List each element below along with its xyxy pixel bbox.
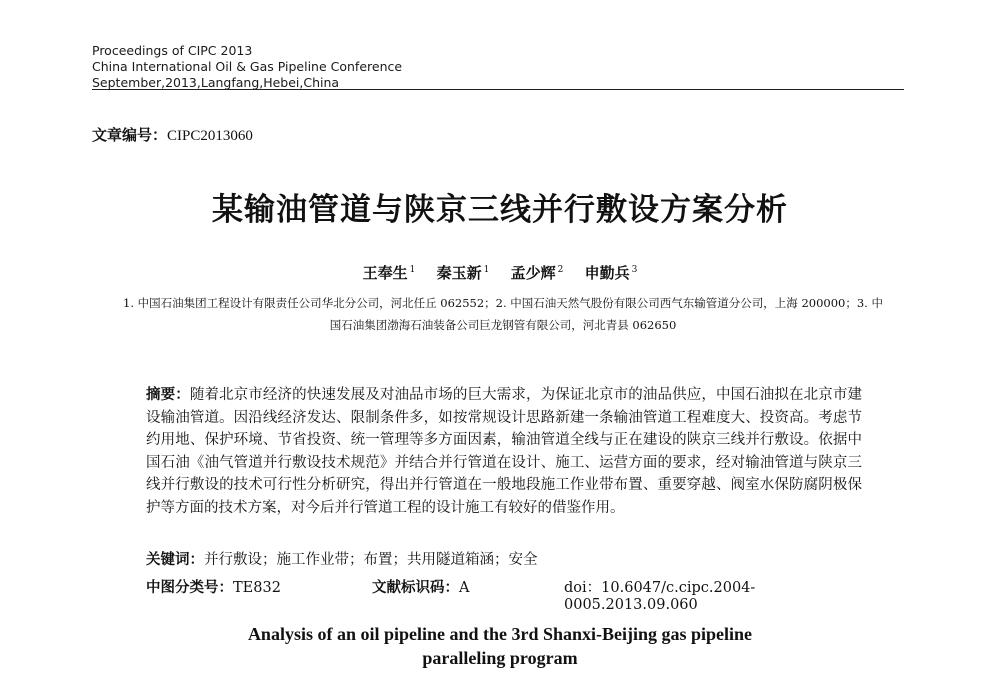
author-list bbox=[0, 262, 1000, 283]
author bbox=[511, 264, 564, 282]
author-name: 王奉生 bbox=[362, 264, 408, 282]
author bbox=[363, 264, 416, 282]
author-name: 孟少辉 bbox=[510, 264, 556, 282]
conference-header bbox=[92, 43, 402, 91]
header-line-conference: China International Oil & Gas Pipeline Conference bbox=[92, 59, 403, 74]
affiliations: 1. 中国石油集团工程设计有限责任公司华北分公司，河北任丘 062552；2. 中国石油天然气股份有限公司西气东输管道分公司，上海 200000；3. 中国石油集团渤海石油装备公司巨龙钢管有限公司，河北青县 062650 bbox=[123, 296, 883, 332]
keywords-text: 并行敷设；施工作业带；布置；共用隧道箱涵；安全 bbox=[204, 552, 538, 568]
english-title-line-2: paralleling program bbox=[422, 648, 578, 668]
paper-title: 某输油管道与陕京三线并行敷设方案分析 bbox=[212, 192, 788, 228]
doi bbox=[564, 576, 862, 613]
article-number-label: 文章编号： bbox=[92, 126, 168, 144]
english-title-line-1: Analysis of an oil pipeline and the 3rd Shanxi-Beijing gas pipeline bbox=[247, 624, 753, 644]
author bbox=[585, 264, 638, 282]
doi-value: 10.6047/c.cipc.2004-0005.2013.09.060 bbox=[564, 580, 756, 613]
author-affiliation-mark: 3 bbox=[631, 265, 638, 275]
classification-row bbox=[146, 576, 862, 613]
keywords-label: 关键词： bbox=[146, 551, 204, 568]
header-line-proceedings: Proceedings of CIPC 2013 bbox=[92, 43, 253, 58]
author-affiliation-mark: 2 bbox=[557, 265, 564, 275]
header-rule bbox=[92, 89, 904, 90]
author bbox=[437, 264, 490, 282]
doi-label: doi： bbox=[564, 580, 602, 596]
document-code bbox=[372, 576, 469, 597]
abstract bbox=[146, 384, 862, 519]
abstract-text: 随着北京市经济的快速发展及对油品市场的巨大需求，为保证北京市的油品供应，中国石油拟在北京市建设输油管道。因沿线经济发达、限制条件多，如按常规设计思路新建一条输油管道工程难度大、投资高。考虑节约用地、保护环境、节省投资、统一管理等多方面因素，输油管道全线与正在建设的陕京三线并行敷设。依据中国石油《油气管道并行敷设技术规范》并结合并行管道在设计、施工、运营方面的要求，经对输油管道与陕京三线并行敷设的技术可行性分析研究，得出并行管道在一般地段施工作业带布置、重要穿越、阀室水保防腐阴极保护等方面的技术方案，对今后并行管道工程的设计施工有较好的借鉴作用。 bbox=[146, 387, 862, 516]
abstract-label: 摘要： bbox=[146, 386, 190, 403]
english-title bbox=[0, 622, 1000, 670]
clc-number bbox=[146, 576, 281, 597]
article-number-value: CIPC2013060 bbox=[167, 128, 253, 144]
document-code-value: A bbox=[459, 580, 470, 596]
author-affiliation-mark: 1 bbox=[483, 265, 490, 275]
header-line-date-location: September,2013,Langfang,Hebei,China bbox=[92, 75, 340, 90]
article-number bbox=[92, 124, 253, 145]
keywords bbox=[146, 548, 862, 569]
author-affiliation-mark: 1 bbox=[409, 265, 416, 275]
document-code-label: 文献标识码： bbox=[372, 579, 459, 596]
clc-value: TE832 bbox=[233, 580, 281, 596]
clc-label: 中图分类号： bbox=[146, 579, 233, 596]
author-name: 申勤兵 bbox=[584, 264, 630, 282]
author-name: 秦玉新 bbox=[436, 264, 482, 282]
